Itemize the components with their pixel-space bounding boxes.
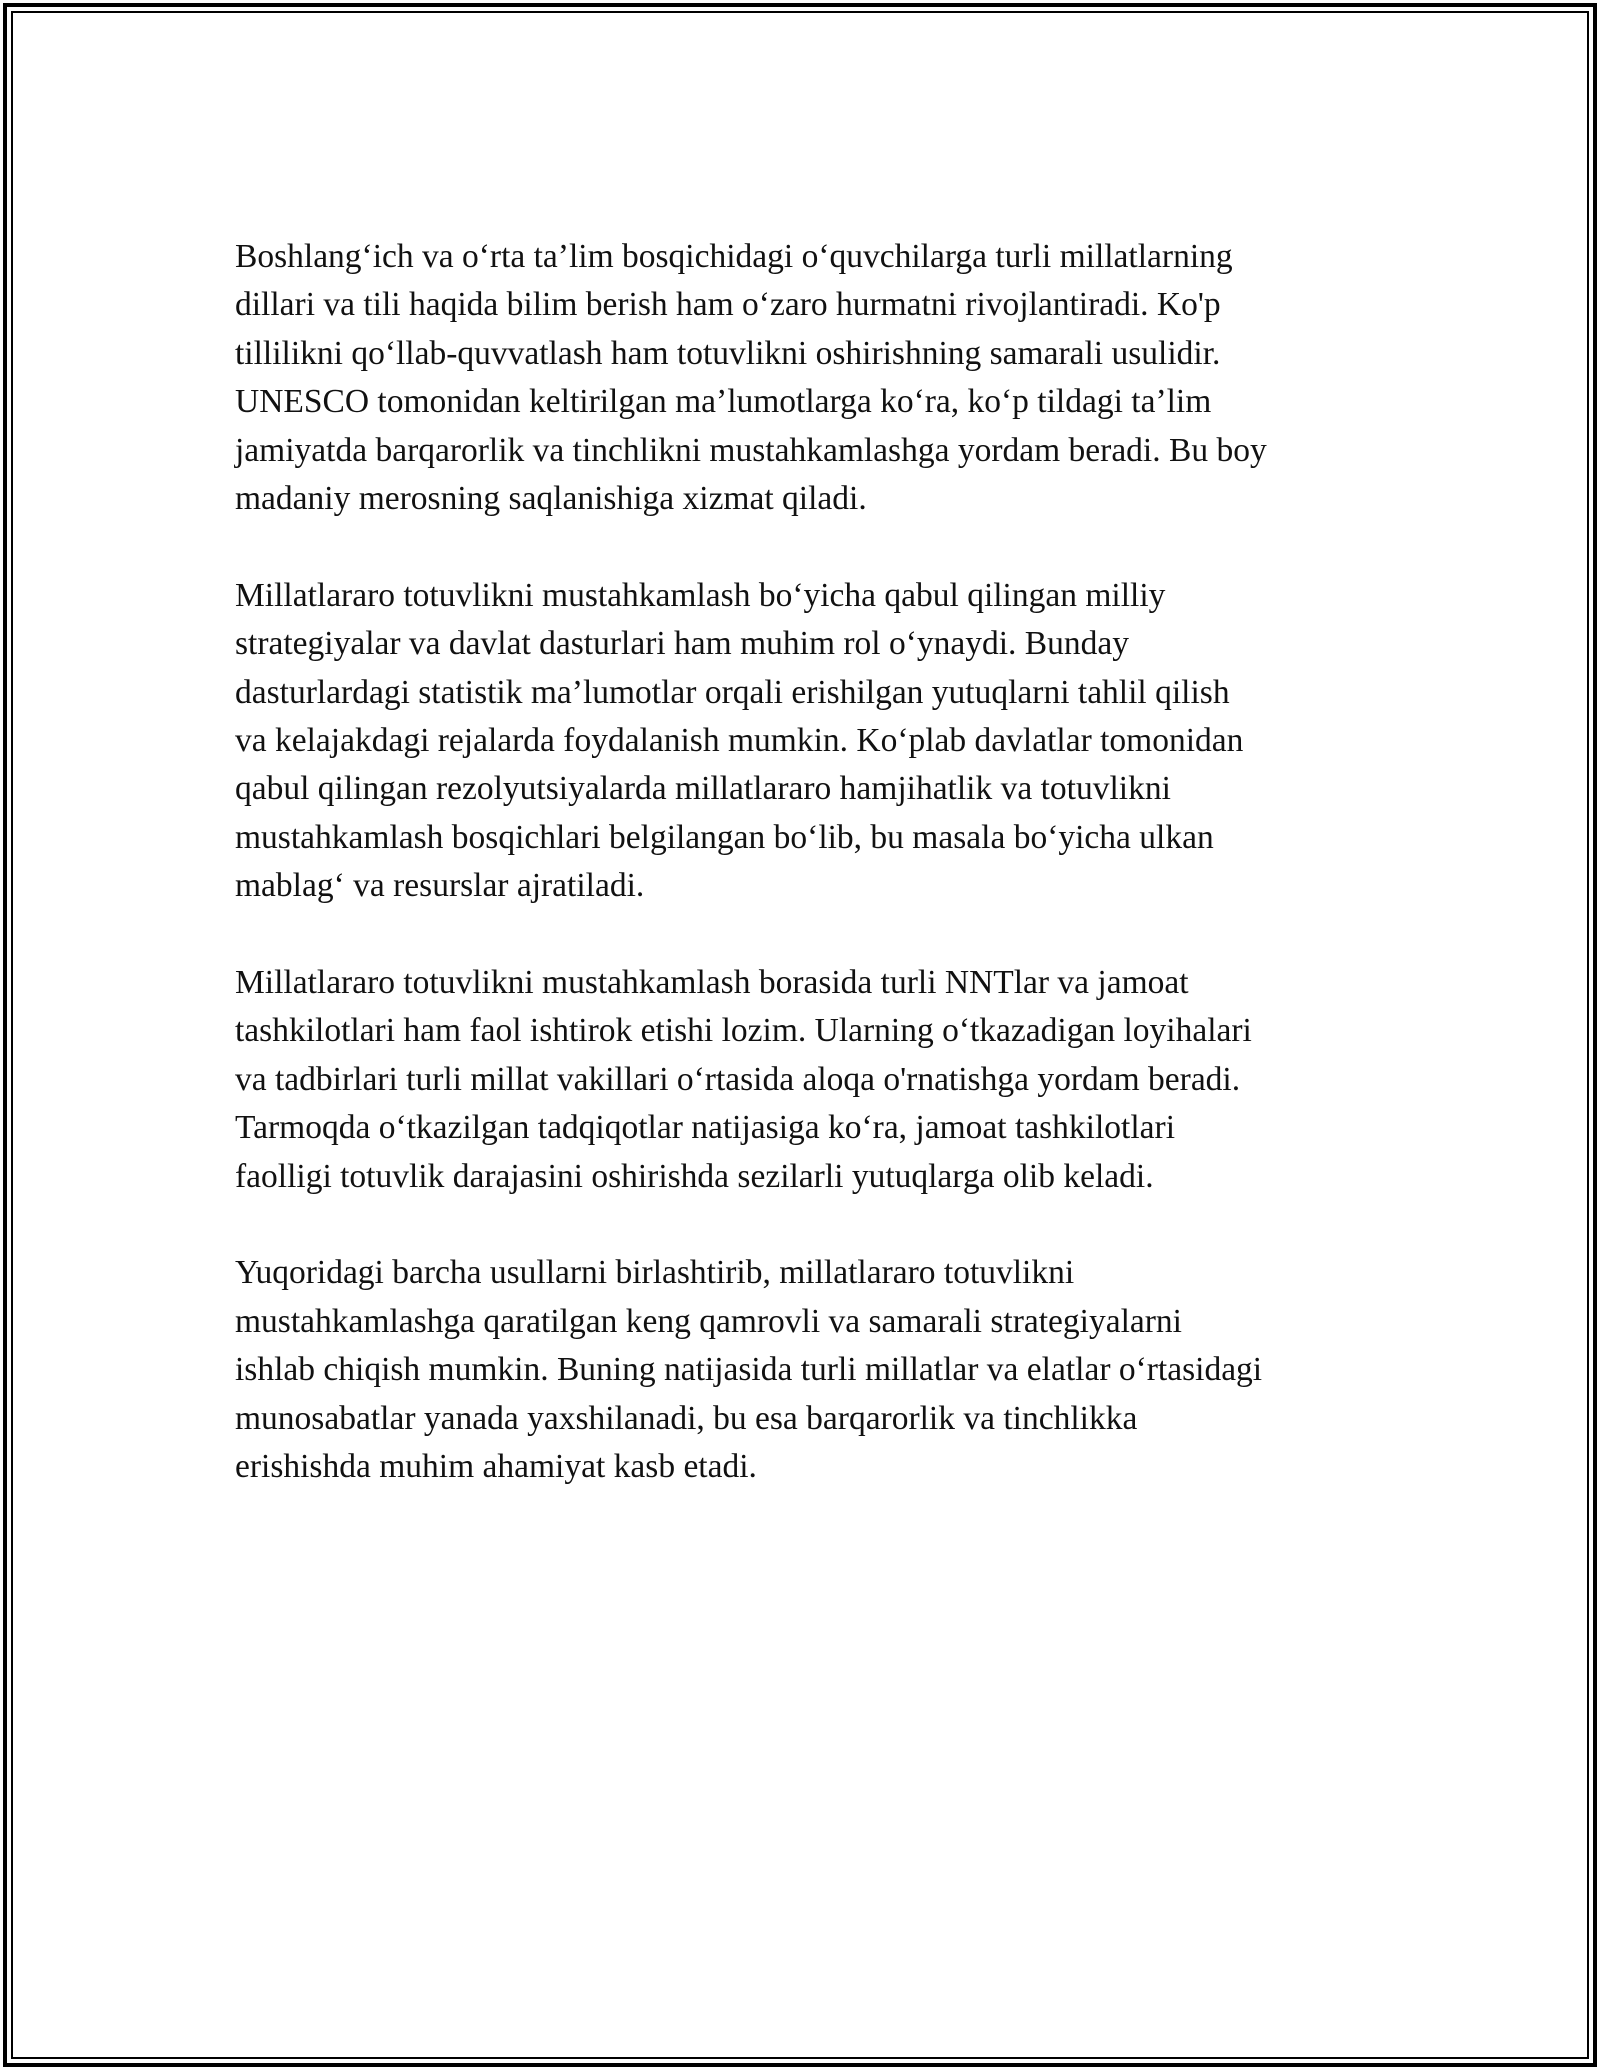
text-line: munosabatlar yanada yaxshilanadi, bu esa barqarorlik va tinchlikka xyxy=(235,1399,1138,1437)
text-line: mustahkamlashga qaratilgan keng qamrovli va samarali strategiyalarni xyxy=(235,1302,1182,1340)
text-line: erishishda muhim ahamiyat kasb etadi. xyxy=(235,1448,757,1486)
text-line: madaniy merosning saqlanishiga xizmat qiladi. xyxy=(235,480,867,518)
text-line: qabul qilingan rezolyutsiyalarda millatlararo hamjihatlik va totuvlikni xyxy=(235,770,1171,808)
text-line: Boshlang‘ich va o‘rta ta’lim bosqichidagi o‘quvchilarga turli millatlarning xyxy=(235,238,1233,275)
paragraph-3 xyxy=(235,959,1395,1201)
document-body xyxy=(235,233,1395,1540)
text-line: Yuqoridagi barcha usullarni birlashtirib, millatlararo totuvlikni xyxy=(235,1254,1075,1292)
text-line: va tadbirlari turli millat vakillari o‘rtasida aloqa o'rnatishga yordam beradi. xyxy=(235,1060,1241,1098)
paragraph-1 xyxy=(235,233,1395,523)
text-line: jamiyatda barqarorlik va tinchlikni mustahkamlashga yordam beradi. Bu boy xyxy=(235,431,1267,469)
paragraph-4 xyxy=(235,1249,1395,1491)
text-line: dasturlardagi statistik ma’lumotlar orqali erishilgan yutuqlarni tahlil qilish xyxy=(235,673,1230,711)
text-line: ishlab chiqish mumkin. Buning natijasida turli millatlar va elatlar o‘rtasidagi xyxy=(235,1351,1263,1389)
text-line: strategiyalar va davlat dasturlari ham muhim rol o‘ynaydi. Bunday xyxy=(235,625,1130,663)
text-line: va kelajakdagi rejalarda foydalanish mumkin. Ko‘plab davlatlar tomonidan xyxy=(235,722,1244,760)
text-line: mablag‘ va resurslar ajratiladi. xyxy=(235,867,645,905)
paragraph-2 xyxy=(235,572,1395,911)
text-line: Millatlararo totuvlikni mustahkamlash bo‘yicha qabul qilingan milliy xyxy=(235,576,1166,614)
text-line: Millatlararo totuvlikni mustahkamlash borasida turli NNTlar va jamoat xyxy=(235,964,1189,1002)
text-line: faolligi totuvlik darajasini oshirishda sezilarli yutuqlarga olib keladi. xyxy=(235,1157,1154,1195)
text-line: dillari va tili haqida bilim berish ham o‘zaro hurmatni rivojlantiradi. Ko'p xyxy=(235,286,1221,324)
text-line: UNESCO tomonidan keltirilgan ma’lumotlarga ko‘ra, ko‘p tildagi ta’lim xyxy=(235,383,1212,421)
text-line: tillilikni qo‘llab-quvvatlash ham totuvlikni oshirishning samarali usulidir. xyxy=(235,334,1221,372)
text-line: tashkilotlari ham faol ishtirok etishi lozim. Ularning o‘tkazadigan loyihalari xyxy=(235,1012,1252,1050)
text-line: mustahkamlash bosqichlari belgilangan bo‘lib, bu masala bo‘yicha ulkan xyxy=(235,818,1214,856)
text-line: Tarmoqda o‘tkazilgan tadqiqotlar natijasiga ko‘ra, jamoat tashkilotlari xyxy=(235,1109,1175,1147)
